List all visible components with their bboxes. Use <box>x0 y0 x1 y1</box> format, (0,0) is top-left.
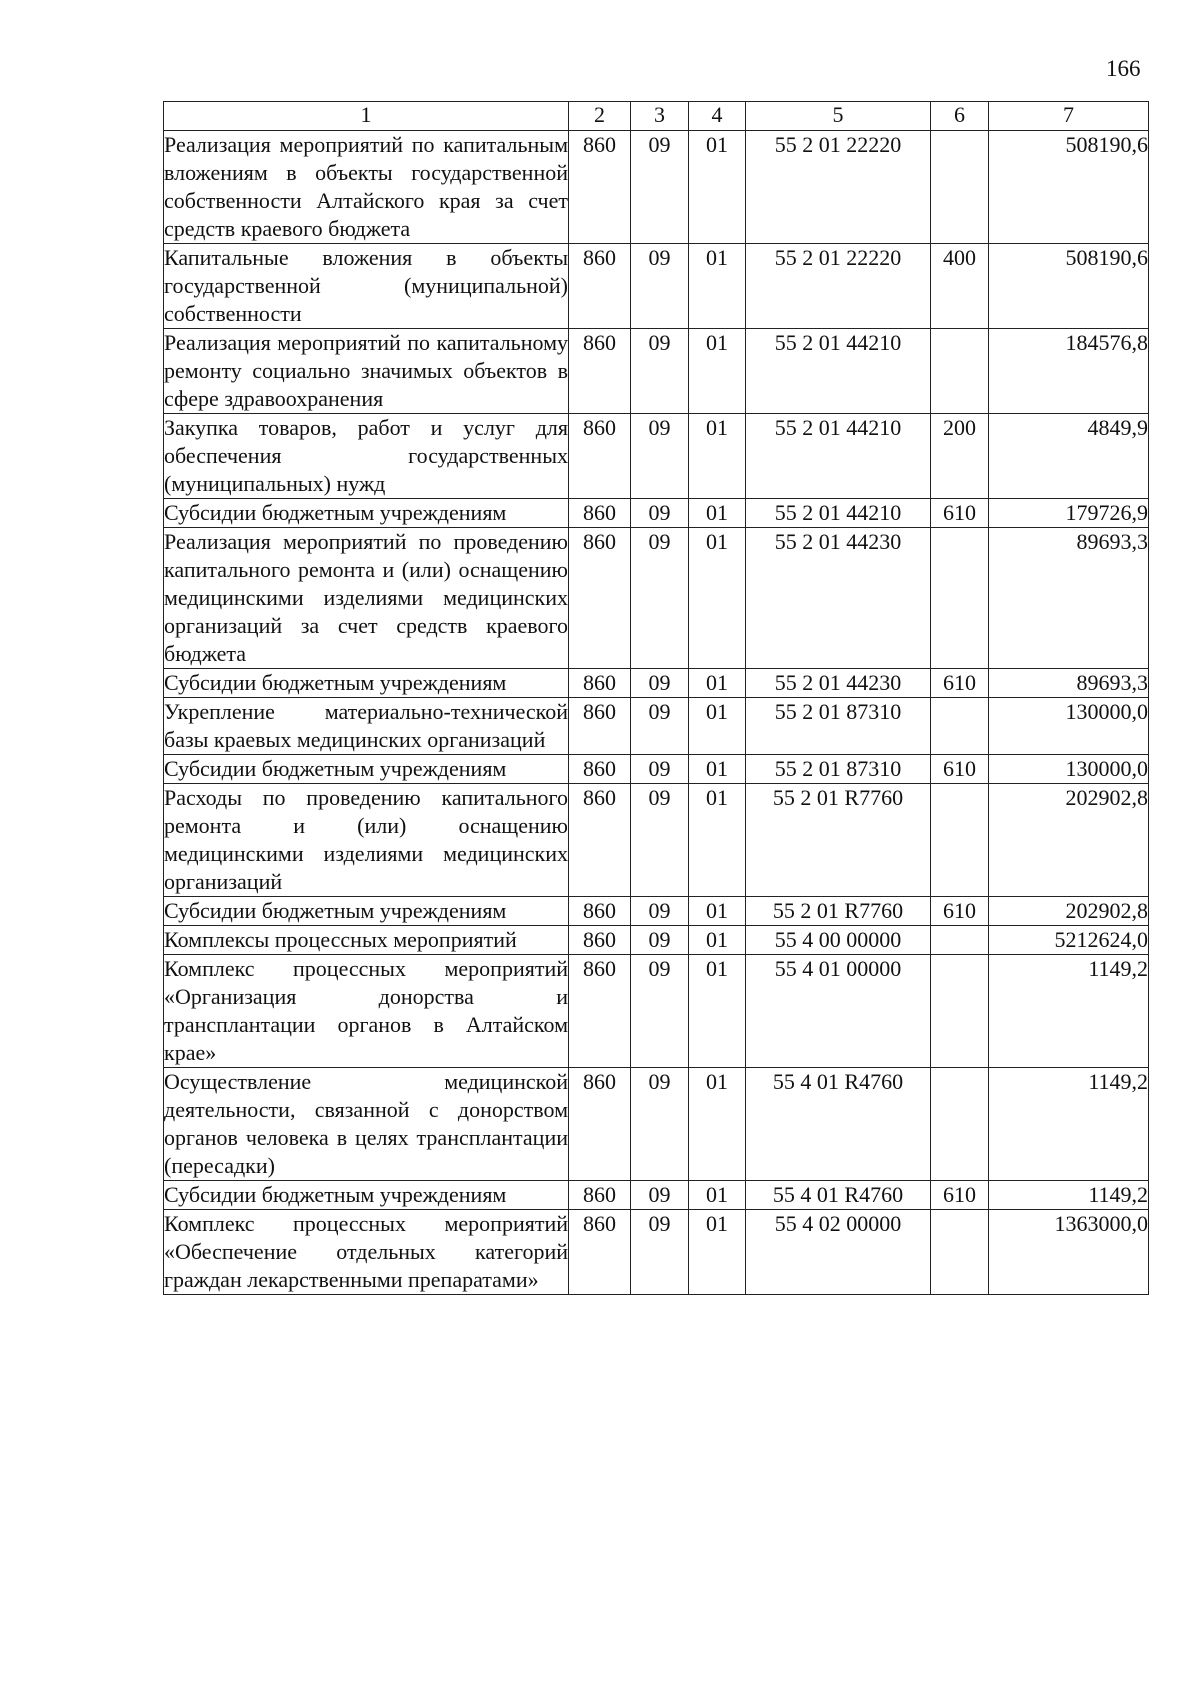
row-amount: 130000,0 <box>989 755 1149 784</box>
row-expense-type-code <box>931 329 989 414</box>
row-amount: 89693,3 <box>989 669 1149 698</box>
row-section-code: 09 <box>631 784 689 897</box>
row-grbs-code: 860 <box>569 1181 631 1210</box>
row-name: Субсидии бюджетным учреждениям <box>164 897 569 926</box>
row-target-article-code: 55 4 01 00000 <box>746 955 931 1068</box>
row-subsection-code: 01 <box>689 1181 746 1210</box>
row-amount: 4849,9 <box>989 414 1149 499</box>
row-expense-type-code <box>931 1210 989 1295</box>
row-target-article-code: 55 4 01 R4760 <box>746 1068 931 1181</box>
header-col-3: 3 <box>631 102 689 131</box>
row-grbs-code: 860 <box>569 784 631 897</box>
row-expense-type-code: 610 <box>931 1181 989 1210</box>
row-expense-type-code: 610 <box>931 669 989 698</box>
row-target-article-code: 55 4 02 00000 <box>746 1210 931 1295</box>
row-grbs-code: 860 <box>569 1210 631 1295</box>
header-col-1: 1 <box>164 102 569 131</box>
row-amount: 1149,2 <box>989 955 1149 1068</box>
row-section-code: 09 <box>631 131 689 244</box>
row-grbs-code: 860 <box>569 528 631 669</box>
row-grbs-code: 860 <box>569 244 631 329</box>
row-expense-type-code <box>931 1068 989 1181</box>
row-name: Реализация мероприятий по проведению капитального ремонта и (или) оснащению медицинскими изделиями медицинских организаций за счет средств краевого бюджета <box>164 528 569 669</box>
row-amount: 184576,8 <box>989 329 1149 414</box>
row-target-article-code: 55 2 01 R7760 <box>746 784 931 897</box>
row-expense-type-code <box>931 955 989 1068</box>
row-amount: 202902,8 <box>989 897 1149 926</box>
row-amount: 130000,0 <box>989 698 1149 755</box>
row-subsection-code: 01 <box>689 499 746 528</box>
row-target-article-code: 55 4 01 R4760 <box>746 1181 931 1210</box>
row-target-article-code: 55 2 01 44210 <box>746 329 931 414</box>
table-row <box>164 955 1149 1068</box>
header-col-7: 7 <box>989 102 1149 131</box>
row-expense-type-code <box>931 784 989 897</box>
row-section-code: 09 <box>631 329 689 414</box>
row-target-article-code: 55 2 01 87310 <box>746 755 931 784</box>
row-section-code: 09 <box>631 1210 689 1295</box>
page-number: 166 <box>1106 56 1141 81</box>
table-row <box>164 669 1149 698</box>
row-grbs-code: 860 <box>569 414 631 499</box>
row-expense-type-code <box>931 131 989 244</box>
row-name: Субсидии бюджетным учреждениям <box>164 755 569 784</box>
row-name: Реализация мероприятий по капитальным вложениям в объекты государственной собственности Алтайского края за счет средств краевого бюджета <box>164 131 569 244</box>
row-section-code: 09 <box>631 897 689 926</box>
table-row <box>164 698 1149 755</box>
row-subsection-code: 01 <box>689 414 746 499</box>
row-target-article-code: 55 2 01 22220 <box>746 131 931 244</box>
row-expense-type-code: 400 <box>931 244 989 329</box>
header-col-5: 5 <box>746 102 931 131</box>
row-target-article-code: 55 2 01 87310 <box>746 698 931 755</box>
table-row <box>164 784 1149 897</box>
table-row <box>164 499 1149 528</box>
header-col-6: 6 <box>931 102 989 131</box>
row-section-code: 09 <box>631 698 689 755</box>
row-section-code: 09 <box>631 669 689 698</box>
row-target-article-code: 55 2 01 44230 <box>746 669 931 698</box>
table-row <box>164 528 1149 669</box>
row-amount: 1149,2 <box>989 1068 1149 1181</box>
row-subsection-code: 01 <box>689 1068 746 1181</box>
row-target-article-code: 55 2 01 44210 <box>746 499 931 528</box>
row-amount: 1149,2 <box>989 1181 1149 1210</box>
row-grbs-code: 860 <box>569 698 631 755</box>
row-expense-type-code: 610 <box>931 897 989 926</box>
row-expense-type-code <box>931 926 989 955</box>
row-grbs-code: 860 <box>569 755 631 784</box>
row-grbs-code: 860 <box>569 897 631 926</box>
row-target-article-code: 55 2 01 44210 <box>746 414 931 499</box>
row-name: Укрепление материально-технической базы краевых медицинских организаций <box>164 698 569 755</box>
row-section-code: 09 <box>631 1181 689 1210</box>
row-name: Капитальные вложения в объекты государственной (муниципальной) собственности <box>164 244 569 329</box>
table-row <box>164 926 1149 955</box>
row-section-code: 09 <box>631 926 689 955</box>
table-row <box>164 414 1149 499</box>
row-subsection-code: 01 <box>689 784 746 897</box>
row-expense-type-code <box>931 528 989 669</box>
row-expense-type-code: 610 <box>931 499 989 528</box>
row-name: Реализация мероприятий по капитальному ремонту социально значимых объектов в сфере здравоохранения <box>164 329 569 414</box>
row-section-code: 09 <box>631 1068 689 1181</box>
row-grbs-code: 860 <box>569 955 631 1068</box>
row-grbs-code: 860 <box>569 499 631 528</box>
row-name: Комплекс процессных мероприятий «Обеспечение отдельных категорий граждан лекарственными препаратами» <box>164 1210 569 1295</box>
row-name: Комплексы процессных мероприятий <box>164 926 569 955</box>
row-amount: 1363000,0 <box>989 1210 1149 1295</box>
table-row <box>164 1181 1149 1210</box>
budget-table <box>163 101 1149 1295</box>
row-target-article-code: 55 4 00 00000 <box>746 926 931 955</box>
row-target-article-code: 55 2 01 R7760 <box>746 897 931 926</box>
row-name: Закупка товаров, работ и услуг для обеспечения государственных (муниципальных) нужд <box>164 414 569 499</box>
row-section-code: 09 <box>631 244 689 329</box>
table-row <box>164 1068 1149 1181</box>
row-subsection-code: 01 <box>689 926 746 955</box>
row-grbs-code: 860 <box>569 669 631 698</box>
row-target-article-code: 55 2 01 44230 <box>746 528 931 669</box>
row-subsection-code: 01 <box>689 755 746 784</box>
row-subsection-code: 01 <box>689 131 746 244</box>
row-grbs-code: 860 <box>569 131 631 244</box>
row-subsection-code: 01 <box>689 698 746 755</box>
row-name: Комплекс процессных мероприятий «Организация донорства и трансплантации органов в Алтайском крае» <box>164 955 569 1068</box>
row-name: Осуществление медицинской деятельности, связанной с донорством органов человека в целях трансплантации (пересадки) <box>164 1068 569 1181</box>
table-body <box>164 131 1149 1295</box>
row-section-code: 09 <box>631 499 689 528</box>
row-amount: 5212624,0 <box>989 926 1149 955</box>
header-col-4: 4 <box>689 102 746 131</box>
row-grbs-code: 860 <box>569 1068 631 1181</box>
table-row <box>164 755 1149 784</box>
table-row <box>164 1210 1149 1295</box>
row-subsection-code: 01 <box>689 244 746 329</box>
row-name: Расходы по проведению капитального ремонта и (или) оснащению медицинскими изделиями медицинских организаций <box>164 784 569 897</box>
row-expense-type-code <box>931 698 989 755</box>
table-row <box>164 897 1149 926</box>
row-subsection-code: 01 <box>689 897 746 926</box>
row-section-code: 09 <box>631 955 689 1068</box>
table-row <box>164 329 1149 414</box>
row-subsection-code: 01 <box>689 955 746 1068</box>
row-target-article-code: 55 2 01 22220 <box>746 244 931 329</box>
header-row <box>164 102 1149 131</box>
row-grbs-code: 860 <box>569 926 631 955</box>
row-name: Субсидии бюджетным учреждениям <box>164 669 569 698</box>
row-amount: 202902,8 <box>989 784 1149 897</box>
row-amount: 508190,6 <box>989 244 1149 329</box>
row-expense-type-code: 200 <box>931 414 989 499</box>
row-grbs-code: 860 <box>569 329 631 414</box>
table-row <box>164 131 1149 244</box>
row-section-code: 09 <box>631 528 689 669</box>
row-name: Субсидии бюджетным учреждениям <box>164 499 569 528</box>
row-amount: 179726,9 <box>989 499 1149 528</box>
row-section-code: 09 <box>631 414 689 499</box>
header-col-2: 2 <box>569 102 631 131</box>
row-subsection-code: 01 <box>689 1210 746 1295</box>
row-amount: 89693,3 <box>989 528 1149 669</box>
row-section-code: 09 <box>631 755 689 784</box>
row-amount: 508190,6 <box>989 131 1149 244</box>
row-subsection-code: 01 <box>689 669 746 698</box>
row-expense-type-code: 610 <box>931 755 989 784</box>
table-row <box>164 244 1149 329</box>
row-subsection-code: 01 <box>689 528 746 669</box>
row-subsection-code: 01 <box>689 329 746 414</box>
row-name: Субсидии бюджетным учреждениям <box>164 1181 569 1210</box>
